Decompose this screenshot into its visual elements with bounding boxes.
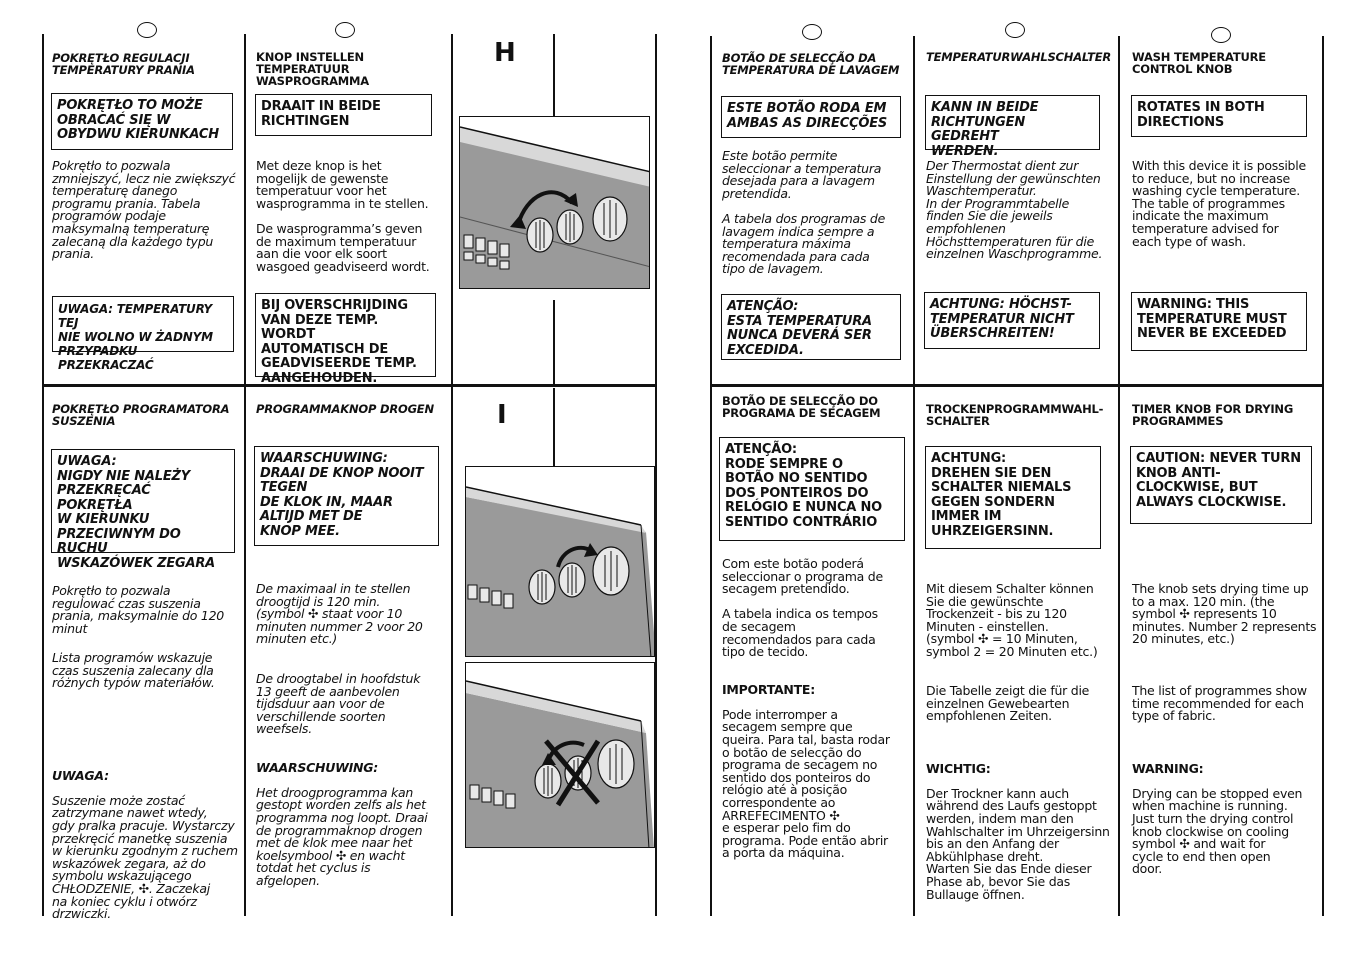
pt-temp-body: Este botão permite seleccionar a temperatura desejada para a lavagem pretendida. A tabela dos programas de lavagem indica sempre a temperatura máxima recomendada para cada tipo de lavagem. — [722, 148, 886, 277]
nl-dry-body1 — [256, 583, 450, 646]
washer-panel-both-directions — [460, 117, 650, 289]
language-circle-pl — [137, 22, 157, 38]
nl-dry-body1-b: staat voor 10 minuten nummer 2 voor 20 minuten etc.) — [256, 606, 423, 647]
de-temp-box: KANN IN BEIDE RICHTUNGEN GEDREHT WERDEN. — [925, 95, 1100, 150]
de-dry-title: TROCKENPROGRAMMWAHL- SCHALTER — [926, 402, 1104, 428]
pt-dry-warning-text-a: Pode interromper a secagem sempre que queira. Para tal, basta rodar o botão de selecção do programa de secagem no sentido dos ponteiros do relógio até à posição correspondente ao ARREFECIMENTO — [722, 706, 890, 823]
column-rule — [1322, 36, 1324, 916]
en-temp-box: ROTATES IN BOTH DIRECTIONS — [1131, 95, 1307, 137]
column-rule — [244, 34, 246, 916]
nl-temp-title: KNOP INSTELLEN TEMPERATUUR WASPROGRAMMA — [256, 50, 369, 88]
pl-temp-title: POKRĘTŁO REGULACJI TEMPERATURY PRANIA — [52, 51, 195, 77]
en-dry-body1 — [1132, 583, 1322, 646]
language-circle-en — [1211, 27, 1231, 43]
nl-dry-warning — [256, 749, 450, 888]
section-letter-h: H — [494, 38, 516, 68]
de-temp-body: Der Thermostat dient zur Einstellung der gewünschten Waschtemperatur. In der Programmtabelle finden Sie die jeweils empfohlenen Höchsttemperaturen für die einzelnen Waschprogramme. — [926, 158, 1103, 262]
en-dry-title: TIMER KNOB FOR DRYING PROGRAMMES — [1132, 402, 1294, 428]
de-dry-body1-a: Mit diesem Schalter können Sie die gewünschte Trockenzeit - bis zu 120 Minuten - einstellen. (symbol — [926, 581, 1094, 647]
pl-dry-warning-head: UWAGA: — [52, 767, 109, 783]
de-temp-title: TEMPERATURWAHLSCHALTER — [926, 50, 1112, 64]
cooling-symbol-icon: ✣ — [335, 847, 347, 863]
column-rule — [451, 34, 453, 916]
pt-dry-warning — [722, 671, 912, 860]
pt-dry-title: BOTÃO DE SELECÇÃO DO PROGRAMA DE SECAGEM — [722, 394, 881, 420]
illustration-dry-knob-forbidden — [465, 662, 655, 848]
cooling-symbol-icon: ✣ — [829, 807, 840, 823]
illustration-temp-knob — [459, 116, 650, 289]
pt-dry-warning-head: IMPORTANTE: — [722, 681, 815, 697]
pl-temp-body: Pokrętło to pozwala zmniejszyć, lecz nie zwiększyć temperaturę danego programu prania. Tabela programów podaje maksymalną temperaturę zalecaną dla każdego typu prania. — [52, 158, 236, 262]
en-dry-warning-text-b: and wait for cycle to end then open door. — [1132, 836, 1271, 877]
pt-temp-warning: ATENÇÃO: ESTA TEMPERATURA NUNCA DEVERÁ SER EXCEDIDA. — [721, 294, 901, 360]
pl-dry-body2: Lista programów wskazuje czas suszenia zalecany dla różnych typów materiałów. — [52, 650, 215, 691]
pl-dry-warning — [52, 757, 244, 921]
en-dry-warning-text-a: Drying can be stopped even when machine is running. Just turn the drying control knob clockwise on cooling symbol — [1132, 785, 1303, 852]
section-letter-i: I — [497, 400, 507, 430]
pt-temp-title: BOTÃO DE SELECÇÃO DA TEMPERATURA DE LAVAGEM — [722, 51, 900, 77]
pl-temp-box: POKRĘTŁO TO MOŻE OBRACAĆ SIĘ W OBYDWU KIERUNKACH — [51, 93, 233, 150]
de-dry-warning — [926, 750, 1118, 901]
pt-dry-warning-text-b: e esperar pelo fim do programa. Pode então abrir a porta da máquina. — [722, 820, 888, 861]
nl-dry-title: PROGRAMMAKNOP DROGEN — [256, 402, 434, 416]
nl-temp-warning: BIJ OVERSCHRIJDING VAN DEZE TEMP. WORDT AUTOMATISCH DE GEADVISEERDE TEMP. AANGEHOUDEN. — [255, 293, 436, 377]
en-temp-body: With this device it is possible to reduce, but no increase washing cycle temperature. The table of programmes indicate the maximum temperature advised for each type of wash. — [1132, 158, 1306, 249]
washer-panel-cross — [466, 663, 655, 848]
column-rule — [1118, 36, 1120, 916]
nl-dry-body2: De droogtabel in hoofdstuk 13 geeft de aanbevolen tijdsduur aan voor de verschillende soorten weefsels. — [256, 671, 421, 737]
en-dry-body1-a: The knob sets drying time up to a max. 120 min. (the symbol — [1132, 581, 1309, 622]
language-circle-nl — [335, 22, 355, 38]
de-dry-box: ACHTUNG: DREHEN SIE DEN SCHALTER NIEMALS GEGEN SONDERN IMMER IM UHRZEIGERSINN. — [925, 446, 1101, 549]
en-dry-body1-b: represents 10 minutes. Number 2 represents 20 minutes, etc.) — [1132, 606, 1317, 647]
pl-temp-warning: UWAGA: TEMPERATURY TEJ NIE WOLNO W ŻADNYM PRZYPADKU PRZEKRACZAĆ — [52, 296, 234, 352]
cooling-symbol-icon: ✣ — [308, 606, 319, 622]
pt-temp-box: ESTE BOTÃO RODA EM AMBAS AS DIRECÇÕES — [721, 96, 901, 138]
pl-dry-warning-text-b: . Zaczekaj na koniec cyklu i otwórz drzwiczki. — [52, 880, 210, 922]
column-rule — [553, 388, 555, 466]
cooling-symbol-icon: ✣ — [1179, 836, 1190, 852]
nl-dry-box: WAARSCHUWING: DRAAI DE KNOP NOOIT TEGEN DE KLOK IN, MAAR ALTIJD MET DE KNOP MEE. — [254, 446, 439, 546]
illustration-dry-knob-clockwise — [465, 466, 655, 657]
nl-dry-warning-head: WAARSCHUWING: — [256, 759, 379, 775]
nl-temp-body: Met deze knop is het mogelijk de gewenste temperatuur voor het wasprogramma in te stellen. De wasprogramma’s geven de maximum temperatuur aan die voor elk soort wasgoed geadviseerd wordt. — [256, 158, 430, 274]
de-dry-body1 — [926, 583, 1118, 659]
column-rule — [710, 36, 712, 916]
cooling-symbol-icon: ✣ — [1179, 606, 1190, 622]
en-temp-title: WASH TEMPERATURE CONTROL KNOB — [1132, 50, 1266, 76]
en-dry-warning-head: WARNING: — [1132, 760, 1204, 776]
de-dry-body2: Die Tabelle zeigt die für die einzelnen Gewebearten empfohlenen Zeiten. — [926, 683, 1090, 724]
pl-dry-box: UWAGA: NIGDY NIE NALEŻY PRZEKRĘCAĆ POKRĘTŁA W KIERUNKU PRZECIWNYM DO RUCHU WSKAZÓWEK ZEGARA — [51, 449, 235, 553]
column-rule — [913, 36, 915, 916]
en-dry-body2: The list of programmes show time recommended for each type of fabric. — [1132, 683, 1307, 724]
en-dry-warning — [1132, 750, 1322, 876]
pl-dry-warning-text-a: Suszenie może zostać zatrzymane nawet wtedy, gdy pralka pracuje. Wystarczy przekręcić manetkę suszenia w kierunku zgodnym z ruchem wskazówek zegara, aż do symbolu wskazującego CHŁODZENIE, — [52, 792, 238, 896]
de-dry-warning-head: WICHTIG: — [926, 760, 991, 776]
nl-temp-box: DRAAIT IN BEIDE RICHTINGEN — [255, 94, 432, 136]
de-temp-warning: ACHTUNG: HÖCHST- TEMPERATUR NICHT ÜBERSCHREITEN! — [924, 292, 1100, 349]
en-temp-warning: WARNING: THIS TEMPERATURE MUST NEVER BE EXCEEDED — [1131, 292, 1307, 351]
en-dry-box: CAUTION: NEVER TURN KNOB ANTI- CLOCKWISE, BUT ALWAYS CLOCKWISE. — [1130, 446, 1312, 524]
washer-panel-clockwise — [466, 467, 655, 657]
pt-dry-box: ATENÇÃO: RODE SEMPRE O BOTÃO NO SENTIDO DOS PONTEIROS DO RELÓGIO E NUNCA NO SENTIDO CONTRÁRIO — [719, 437, 905, 541]
column-rule — [553, 300, 555, 385]
column-rule — [42, 34, 44, 916]
de-dry-warning-text: Der Trockner kann auch während des Laufs gestoppt werden, indem man den Wahlschalter im Uhrzeigersinn bis an den Anfang der Abkühlphase dreht. Warten Sie das Ende dieser Phase ab, bevor Sie das Bullauge öffnen. — [926, 785, 1110, 902]
language-circle-de — [1005, 22, 1025, 38]
de-dry-body1-b: = 10 Minuten, symbol 2 = 20 Minuten etc.) — [926, 631, 1098, 659]
nl-dry-warning-text-b: en wacht totdat het cyclus is afgelopen. — [256, 847, 405, 888]
pl-dry-body1: Pokrętło to pozwala regulować czas suszenia prania, maksymalnie do 120 minut — [52, 583, 225, 636]
nl-dry-body1-a: De maximaal in te stellen droogtijd is 120 min. (symbol — [256, 581, 411, 622]
cooling-symbol-icon: ✣ — [138, 880, 149, 896]
nl-dry-warning-text-a: Het droogprogramma kan gestopt worden zelfs als het programma nog loopt. Draai de programmaknop drogen met de klok mee naar het koelsymbool — [256, 784, 428, 863]
cooling-symbol-icon: ✣ — [978, 631, 989, 647]
pt-dry-body1: Com este botão poderá seleccionar o programa de secagem pretendido. A tabela indica os tempos de secagem recomendados para cada tipo de tecido. — [722, 556, 883, 660]
column-rule — [655, 34, 657, 916]
language-circle-pt — [802, 24, 822, 40]
section-divider — [710, 384, 1323, 387]
pl-dry-title: POKRĘTŁO PROGRAMATORA SUSZENIA — [52, 402, 230, 428]
